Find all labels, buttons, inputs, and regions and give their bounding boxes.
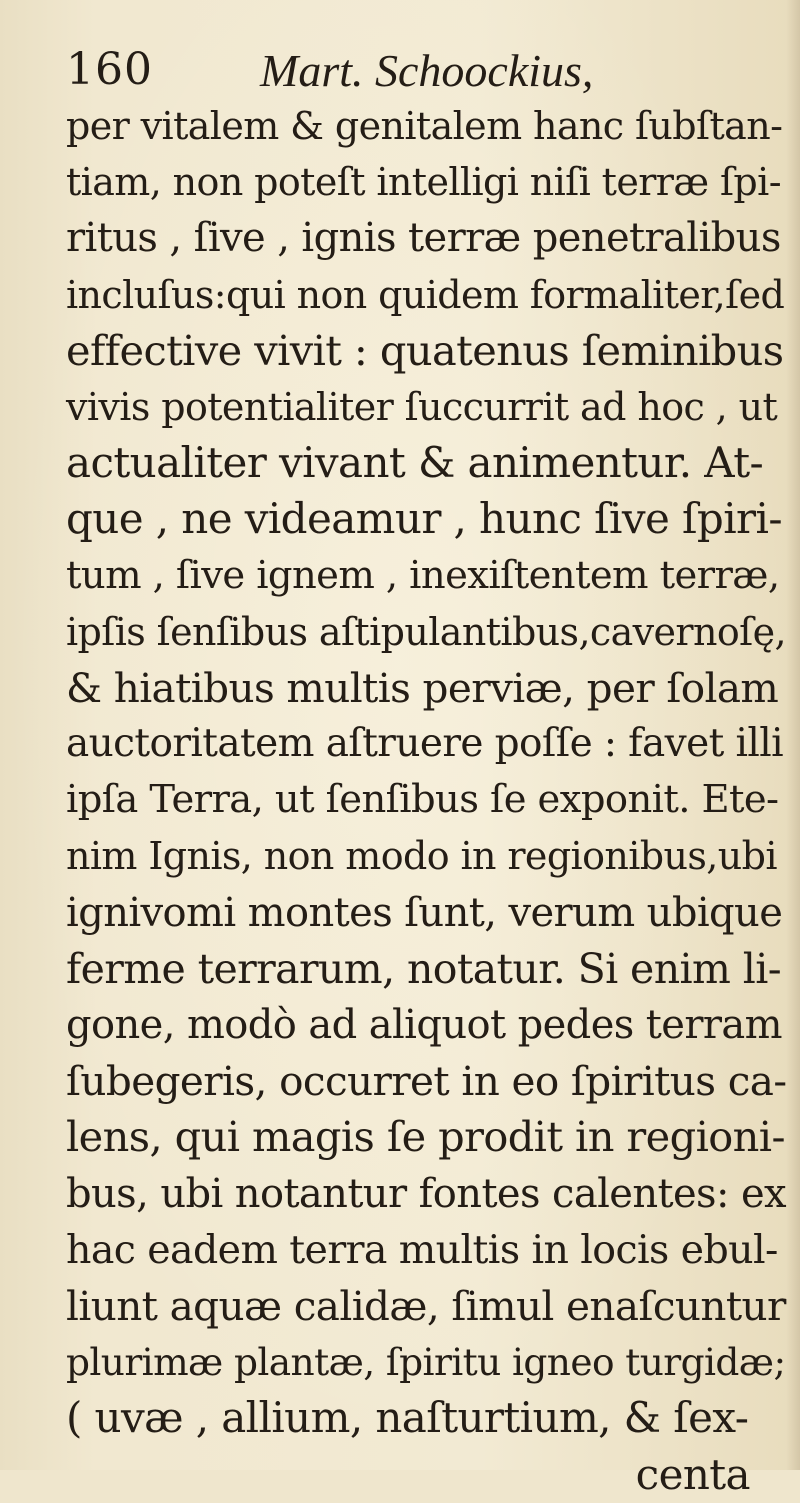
text-line: per vitalem & genitalem hanc ſubſtan- <box>66 104 783 148</box>
text-line: effective vivit : quatenus ſeminibus <box>66 325 784 375</box>
running-head: Mart. Schoockius, <box>260 45 594 96</box>
text-line: auctoritatem aſtruere poſſe : favet illi <box>66 721 783 767</box>
text-line: gone, modò ad aliquot pedes terram <box>66 1002 782 1048</box>
text-line: nim Ignis, non modo in regionibus,ubi <box>66 834 777 879</box>
text-line: lens, qui magis ſe prodit in regioni- <box>66 1112 785 1162</box>
text-line: actualiter vivant & animentur. At- <box>66 438 764 488</box>
text-line: ipſis ſenſibus aſtipulantibus,cavernoſę, <box>66 609 786 654</box>
text-line: tiam, non poteſt intelligi niſi terræ ſpi- <box>66 160 781 205</box>
text-line: ſubegeris, occurret in eo ſpiritus ca- <box>66 1057 787 1106</box>
page-number: 160 <box>66 44 153 95</box>
text-line: tum , ſive ignem , inexiſtentem terræ, <box>66 552 780 598</box>
text-line: ( uvæ , allium, naſturtium, & ſex- <box>66 1393 749 1443</box>
text-line: incluſus:qui non quidem formaliter,ſed <box>66 272 785 317</box>
text-line: & hiatibus multis perviæ, per ſolam <box>66 663 779 712</box>
text-line: hac eadem terra multis in locis ebul- <box>66 1226 778 1273</box>
text-line: plurimæ plantæ, ſpiritu igneo turgidæ; <box>66 1340 786 1385</box>
text-line: liunt aquæ calidæ, ſimul enaſcuntur <box>66 1281 786 1330</box>
catchword: centa <box>635 1449 750 1499</box>
text-line: ritus , ſive , ignis terræ penetralibus <box>66 215 781 262</box>
text-line: ignivomi montes ſunt, verum ubique <box>66 889 783 936</box>
body-text <box>66 98 786 1503</box>
text-line: que , ne videamur , hunc ſive ſpiri- <box>66 494 782 544</box>
text-line: vivis potentialiter ſuccurrit ad hoc , ut <box>66 384 778 429</box>
text-line: bus, ubi notantur fontes calentes: ex <box>66 1170 787 1217</box>
text-line: ferme terrarum, notatur. Si enim li- <box>66 944 781 993</box>
page-edge-shadow <box>786 0 800 1470</box>
text-line: ipſa Terra, ut ſenſibus ſe exponit. Ete- <box>66 777 779 823</box>
